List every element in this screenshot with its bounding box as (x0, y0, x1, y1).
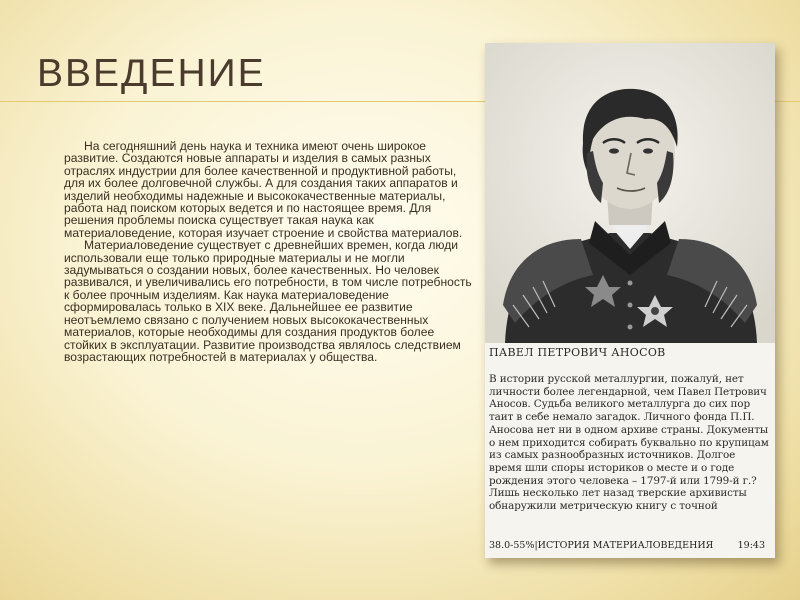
slide-title: ВВЕДЕНИЕ (37, 52, 266, 95)
intro-paragraph-2: Материаловедение существует с древнейших времен, когда люди использовали еще только природные материалы и не могли задумываться о создании новых, более качественных. Но человек развивался, и увеличивались его потребности, в том числе потребность к более прочным изделиям. Как наука материаловедение сформировалась только в XIX веке. Дальнейшее ее развитие неотъемлемо связано с получением новых высококачественных материалов, которые необходимы для создания продуктов более стойких в эксплуатации. Развитие производства являлось следствием возрастающих потребностей в материалах у общества. (64, 238, 472, 364)
reader-clock: 19:43 (737, 540, 765, 551)
book-body-text: В истории русской металлургии, пожалуй, нет личности более легендарной, чем Павел Петрович Аносов. Судьба великого металлурга до сих пор таит в себе немало загадок. Личного фонда П.П. Аносова нет ни в одном архиве страны. Документы о нем приходится собирать буквально по крупицам из самых разнообразных источников. Долгое время шли споры историков о месте и о годе рождения этого человека – 1797-й или 1799-й г.? Лишь несколько лет назад тверские архивисты обнаружили метрическую книгу с точной (489, 373, 769, 513)
reader-status-bar (489, 540, 765, 551)
reader-progress-title: 38.0-55%|ИСТОРИЯ МАТЕРИАЛОВЕДЕНИЯ (489, 540, 714, 551)
intro-text (64, 140, 476, 363)
book-excerpt (489, 346, 771, 513)
portrait-image (485, 43, 775, 343)
intro-paragraph-1: На сегодняшний день наука и техника имеют очень широкое развитие. Создаются новые аппараты и изделия в самых разных отраслях индустрии для более качественной и продуктивной работы, для их более долговечной службы. А для создания таких аппаратов и изделий необходимы надежные и высококачественные материалы, работа над поиском которых ведется и по настоящее время. Для решения проблемы поиска существует такая наука как материаловедение, которая изучает строение и свойства материалов. (64, 139, 463, 240)
book-heading: ПАВЕЛ ПЕТРОВИЧ АНОСОВ (489, 346, 666, 359)
